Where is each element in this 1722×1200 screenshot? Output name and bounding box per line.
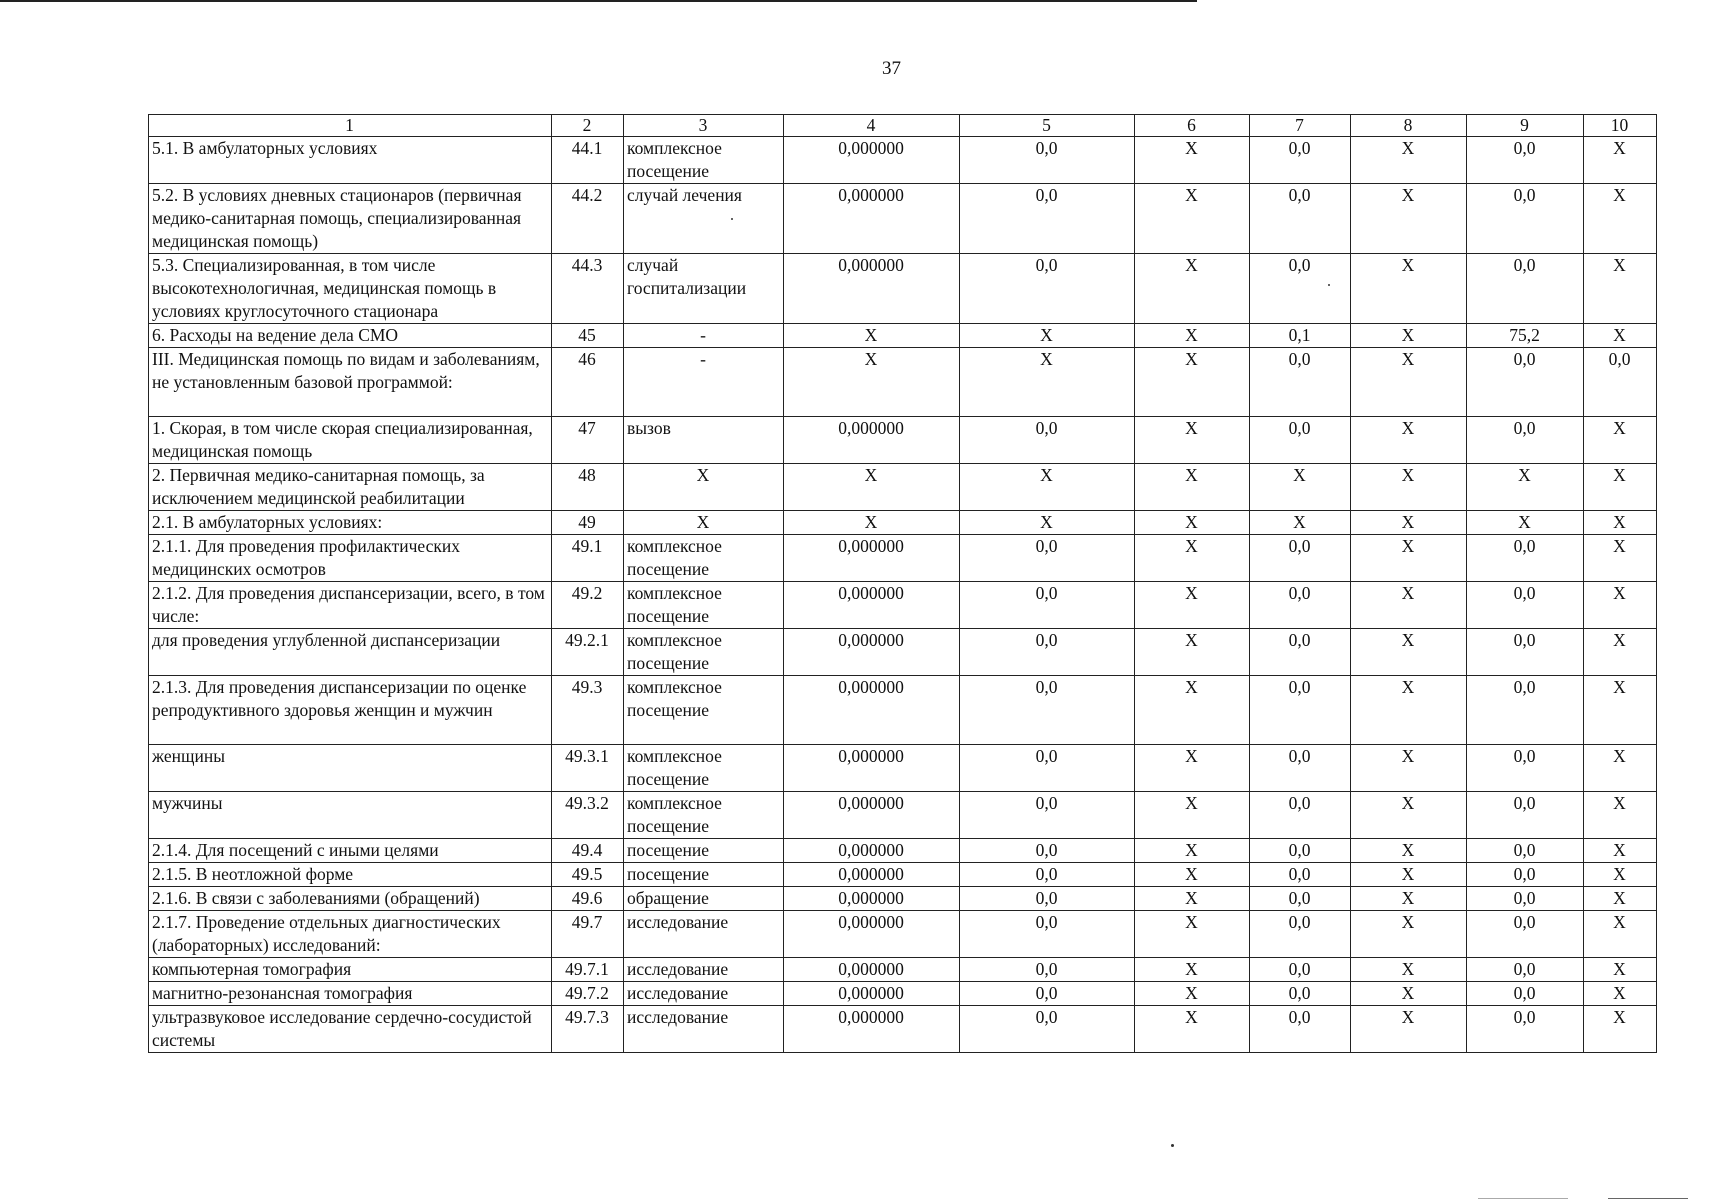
cell-unit: - [624, 348, 784, 417]
table-row [149, 417, 1657, 464]
table-row [149, 582, 1657, 629]
cell-name: 6. Расходы на ведение дела СМО [149, 324, 552, 348]
table-row [149, 887, 1657, 911]
cell-name: 2.1.4. Для посещений с иными целями [149, 839, 552, 863]
cell-val10: X [1584, 535, 1657, 582]
cell-name: магнитно-резонансная томография [149, 982, 552, 1006]
cell-val10: X [1584, 1006, 1657, 1053]
header-cell-col8: 8 [1351, 115, 1467, 137]
cell-val8: X [1351, 137, 1467, 184]
cell-val10: X [1584, 324, 1657, 348]
cell-unit: комплексное посещение [624, 792, 784, 839]
cell-unit: комплексное посещение [624, 629, 784, 676]
cell-unit: комплексное посещение [624, 745, 784, 792]
cell-val9: 0,0 [1467, 839, 1584, 863]
cell-code: 49.7 [552, 911, 624, 958]
table-row [149, 1006, 1657, 1053]
cell-unit: комплексное посещение [624, 535, 784, 582]
cell-unit: - [624, 324, 784, 348]
cell-val7: 0,0 [1250, 839, 1351, 863]
cell-val8: X [1351, 745, 1467, 792]
data-table [148, 114, 1657, 1053]
cell-val10: X [1584, 464, 1657, 511]
cell-val10: X [1584, 863, 1657, 887]
table-row [149, 839, 1657, 863]
table-row [149, 464, 1657, 511]
cell-val7: 0,0 [1250, 184, 1351, 254]
cell-unit: X [624, 464, 784, 511]
cell-val7: X [1250, 464, 1351, 511]
cell-code: 49.6 [552, 887, 624, 911]
cell-val6: X [1135, 137, 1250, 184]
cell-val6: X [1135, 839, 1250, 863]
cell-val4: X [784, 464, 960, 511]
cell-val10: X [1584, 184, 1657, 254]
cell-val7: 0,0 [1250, 792, 1351, 839]
cell-val10: X [1584, 582, 1657, 629]
table-row [149, 792, 1657, 839]
cell-val9: 0,0 [1467, 863, 1584, 887]
cell-code: 45 [552, 324, 624, 348]
cell-val9: X [1467, 464, 1584, 511]
cell-name: компьютерная томография [149, 958, 552, 982]
cell-val6: X [1135, 511, 1250, 535]
cell-val10: 0,0 [1584, 348, 1657, 417]
cell-code: 49.4 [552, 839, 624, 863]
cell-val4: X [784, 348, 960, 417]
cell-val8: X [1351, 417, 1467, 464]
cell-unit: обращение [624, 887, 784, 911]
cell-val9: 0,0 [1467, 911, 1584, 958]
cell-val8: X [1351, 535, 1467, 582]
cell-val9: 0,0 [1467, 792, 1584, 839]
table-row [149, 958, 1657, 982]
cell-code: 49.5 [552, 863, 624, 887]
page-number: 37 [882, 58, 901, 79]
cell-unit: случай госпитализации [624, 254, 784, 324]
table-row [149, 676, 1657, 745]
cell-val6: X [1135, 982, 1250, 1006]
cell-val10: X [1584, 792, 1657, 839]
cell-val5: 0,0 [960, 676, 1135, 745]
cell-val10: X [1584, 839, 1657, 863]
cell-val7: 0,0 [1250, 745, 1351, 792]
cell-val4: 0,000000 [784, 535, 960, 582]
table-row [149, 629, 1657, 676]
cell-val5: 0,0 [960, 582, 1135, 629]
table-row [149, 745, 1657, 792]
cell-val8: X [1351, 629, 1467, 676]
cell-val9: 0,0 [1467, 676, 1584, 745]
cell-val6: X [1135, 254, 1250, 324]
header-cell-col5: 5 [960, 115, 1135, 137]
cell-val6: X [1135, 887, 1250, 911]
cell-val5: 0,0 [960, 184, 1135, 254]
cell-val5: 0,0 [960, 958, 1135, 982]
cell-code: 49.2 [552, 582, 624, 629]
top-border-line [0, 0, 1197, 2]
cell-val5: 0,0 [960, 535, 1135, 582]
cell-val9: 0,0 [1467, 582, 1584, 629]
cell-unit: комплексное посещение [624, 137, 784, 184]
cell-val10: X [1584, 745, 1657, 792]
cell-name: 2.1.3. Для проведения диспансеризации по оценке репродуктивного здоровья женщин и мужчин [149, 676, 552, 745]
cell-val9: 0,0 [1467, 887, 1584, 911]
cell-val8: X [1351, 911, 1467, 958]
cell-val6: X [1135, 582, 1250, 629]
cell-val10: X [1584, 137, 1657, 184]
cell-val8: X [1351, 511, 1467, 535]
cell-val10: X [1584, 982, 1657, 1006]
scan-speck [1328, 284, 1330, 286]
cell-val4: 0,000000 [784, 417, 960, 464]
cell-val8: X [1351, 348, 1467, 417]
cell-code: 44.2 [552, 184, 624, 254]
table-row [149, 184, 1657, 254]
cell-val4: 0,000000 [784, 958, 960, 982]
cell-code: 49.7.2 [552, 982, 624, 1006]
cell-val4: 0,000000 [784, 254, 960, 324]
cell-val6: X [1135, 417, 1250, 464]
cell-unit: вызов [624, 417, 784, 464]
scan-speck [731, 218, 733, 220]
cell-val8: X [1351, 792, 1467, 839]
cell-unit: посещение [624, 839, 784, 863]
cell-val10: X [1584, 511, 1657, 535]
cell-val4: 0,000000 [784, 629, 960, 676]
cell-code: 49.3.1 [552, 745, 624, 792]
cell-name: 5.2. В условиях дневных стационаров (первичная медико-санитарная помощь, специализированная медицинская помощь) [149, 184, 552, 254]
table-row [149, 348, 1657, 417]
cell-unit: посещение [624, 863, 784, 887]
cell-val7: 0,0 [1250, 911, 1351, 958]
cell-val5: X [960, 324, 1135, 348]
cell-val10: X [1584, 417, 1657, 464]
cell-code: 49.7.3 [552, 1006, 624, 1053]
cell-val4: X [784, 511, 960, 535]
cell-val5: 0,0 [960, 792, 1135, 839]
table-header-row [149, 115, 1657, 137]
cell-name: 2.1. В амбулаторных условиях: [149, 511, 552, 535]
cell-val8: X [1351, 958, 1467, 982]
cell-val7: X [1250, 511, 1351, 535]
cell-val7: 0,0 [1250, 582, 1351, 629]
cell-code: 47 [552, 417, 624, 464]
table-row [149, 254, 1657, 324]
cell-val7: 0,0 [1250, 629, 1351, 676]
cell-val9: 0,0 [1467, 348, 1584, 417]
cell-code: 49.7.1 [552, 958, 624, 982]
cell-val6: X [1135, 911, 1250, 958]
header-cell-col3: 3 [624, 115, 784, 137]
cell-val9: 0,0 [1467, 1006, 1584, 1053]
cell-name: ультразвуковое исследование сердечно-сосудистой системы [149, 1006, 552, 1053]
cell-val6: X [1135, 464, 1250, 511]
cell-val7: 0,0 [1250, 254, 1351, 324]
cell-val5: X [960, 511, 1135, 535]
cell-val7: 0,0 [1250, 1006, 1351, 1053]
cell-val9: 0,0 [1467, 535, 1584, 582]
cell-name: 2.1.1. Для проведения профилактических медицинских осмотров [149, 535, 552, 582]
cell-val9: 0,0 [1467, 184, 1584, 254]
cell-val6: X [1135, 1006, 1250, 1053]
cell-val8: X [1351, 839, 1467, 863]
cell-val4: 0,000000 [784, 863, 960, 887]
cell-name: женщины [149, 745, 552, 792]
cell-val5: 0,0 [960, 1006, 1135, 1053]
cell-name: 5.1. В амбулаторных условиях [149, 137, 552, 184]
header-cell-col2: 2 [552, 115, 624, 137]
cell-val8: X [1351, 1006, 1467, 1053]
cell-val10: X [1584, 911, 1657, 958]
cell-val7: 0,0 [1250, 535, 1351, 582]
cell-val5: 0,0 [960, 982, 1135, 1006]
cell-val6: X [1135, 863, 1250, 887]
cell-val9: 0,0 [1467, 745, 1584, 792]
cell-val8: X [1351, 324, 1467, 348]
header-cell-col6: 6 [1135, 115, 1250, 137]
cell-val8: X [1351, 863, 1467, 887]
cell-unit: исследование [624, 1006, 784, 1053]
cell-val7: 0,0 [1250, 887, 1351, 911]
cell-val4: 0,000000 [784, 1006, 960, 1053]
cell-unit: исследование [624, 911, 784, 958]
cell-name: III. Медицинская помощь по видам и заболеваниям, не установленным базовой программой: [149, 348, 552, 417]
table-row [149, 324, 1657, 348]
cell-val8: X [1351, 887, 1467, 911]
cell-unit: случай лечения [624, 184, 784, 254]
cell-val5: 0,0 [960, 629, 1135, 676]
cell-name: 2. Первичная медико-санитарная помощь, за исключением медицинской реабилитации [149, 464, 552, 511]
cell-val9: X [1467, 511, 1584, 535]
cell-val4: 0,000000 [784, 887, 960, 911]
cell-val4: 0,000000 [784, 582, 960, 629]
cell-val7: 0,0 [1250, 676, 1351, 745]
header-cell-col7: 7 [1250, 115, 1351, 137]
cell-code: 49.1 [552, 535, 624, 582]
cell-code: 49 [552, 511, 624, 535]
cell-val5: 0,0 [960, 417, 1135, 464]
header-cell-col10: 10 [1584, 115, 1657, 137]
cell-val9: 0,0 [1467, 254, 1584, 324]
cell-val8: X [1351, 464, 1467, 511]
cell-val4: 0,000000 [784, 676, 960, 745]
table-row [149, 863, 1657, 887]
cell-val5: X [960, 348, 1135, 417]
cell-val8: X [1351, 184, 1467, 254]
cell-val7: 0,0 [1250, 958, 1351, 982]
cell-val8: X [1351, 582, 1467, 629]
cell-name: мужчины [149, 792, 552, 839]
cell-val7: 0,1 [1250, 324, 1351, 348]
cell-val4: 0,000000 [784, 184, 960, 254]
cell-val9: 0,0 [1467, 417, 1584, 464]
cell-val6: X [1135, 324, 1250, 348]
cell-unit: комплексное посещение [624, 582, 784, 629]
cell-val4: 0,000000 [784, 137, 960, 184]
cell-val7: 0,0 [1250, 417, 1351, 464]
cell-val8: X [1351, 982, 1467, 1006]
cell-unit: исследование [624, 958, 784, 982]
cell-val6: X [1135, 792, 1250, 839]
cell-code: 49.3 [552, 676, 624, 745]
table-row [149, 535, 1657, 582]
cell-val4: 0,000000 [784, 839, 960, 863]
cell-val5: X [960, 464, 1135, 511]
cell-val9: 0,0 [1467, 137, 1584, 184]
scan-edge-mark [1478, 1198, 1568, 1199]
table-row [149, 137, 1657, 184]
cell-name: 1. Скорая, в том числе скорая специализированная, медицинская помощь [149, 417, 552, 464]
cell-val5: 0,0 [960, 911, 1135, 958]
cell-val6: X [1135, 348, 1250, 417]
cell-val5: 0,0 [960, 863, 1135, 887]
cell-val10: X [1584, 887, 1657, 911]
cell-val9: 0,0 [1467, 958, 1584, 982]
cell-val4: X [784, 324, 960, 348]
cell-val4: 0,000000 [784, 911, 960, 958]
cell-val9: 75,2 [1467, 324, 1584, 348]
cell-val6: X [1135, 184, 1250, 254]
cell-val4: 0,000000 [784, 982, 960, 1006]
cell-val8: X [1351, 254, 1467, 324]
cell-name: 2.1.7. Проведение отдельных диагностических (лабораторных) исследований: [149, 911, 552, 958]
cell-name: для проведения углубленной диспансеризации [149, 629, 552, 676]
cell-val5: 0,0 [960, 887, 1135, 911]
cell-code: 44.1 [552, 137, 624, 184]
cell-val6: X [1135, 676, 1250, 745]
header-cell-col1: 1 [149, 115, 552, 137]
cell-val10: X [1584, 254, 1657, 324]
cell-val4: 0,000000 [784, 792, 960, 839]
table-row [149, 982, 1657, 1006]
table-row [149, 911, 1657, 958]
cell-unit: X [624, 511, 784, 535]
cell-unit: комплексное посещение [624, 676, 784, 745]
cell-val8: X [1351, 676, 1467, 745]
cell-val9: 0,0 [1467, 629, 1584, 676]
cell-val10: X [1584, 958, 1657, 982]
cell-val4: 0,000000 [784, 745, 960, 792]
cell-val7: 0,0 [1250, 982, 1351, 1006]
cell-val7: 0,0 [1250, 348, 1351, 417]
cell-val5: 0,0 [960, 254, 1135, 324]
cell-val5: 0,0 [960, 745, 1135, 792]
cell-val9: 0,0 [1467, 982, 1584, 1006]
cell-val5: 0,0 [960, 839, 1135, 863]
cell-code: 44.3 [552, 254, 624, 324]
scan-edge-mark [1608, 1198, 1688, 1199]
header-cell-col9: 9 [1467, 115, 1584, 137]
cell-val6: X [1135, 629, 1250, 676]
cell-val6: X [1135, 535, 1250, 582]
cell-name: 5.3. Специализированная, в том числе высокотехнологичная, медицинская помощь в условиях круглосуточного стационара [149, 254, 552, 324]
cell-val6: X [1135, 745, 1250, 792]
cell-name: 2.1.5. В неотложной форме [149, 863, 552, 887]
cell-code: 49.2.1 [552, 629, 624, 676]
cell-val10: X [1584, 676, 1657, 745]
cell-code: 48 [552, 464, 624, 511]
cell-val7: 0,0 [1250, 137, 1351, 184]
cell-name: 2.1.6. В связи с заболеваниями (обращений) [149, 887, 552, 911]
cell-code: 49.3.2 [552, 792, 624, 839]
header-cell-col4: 4 [784, 115, 960, 137]
cell-val6: X [1135, 958, 1250, 982]
cell-val10: X [1584, 629, 1657, 676]
cell-val7: 0,0 [1250, 863, 1351, 887]
table-row [149, 511, 1657, 535]
cell-name: 2.1.2. Для проведения диспансеризации, всего, в том числе: [149, 582, 552, 629]
cell-code: 46 [552, 348, 624, 417]
cell-unit: исследование [624, 982, 784, 1006]
scan-speck [1171, 1144, 1174, 1147]
cell-val5: 0,0 [960, 137, 1135, 184]
